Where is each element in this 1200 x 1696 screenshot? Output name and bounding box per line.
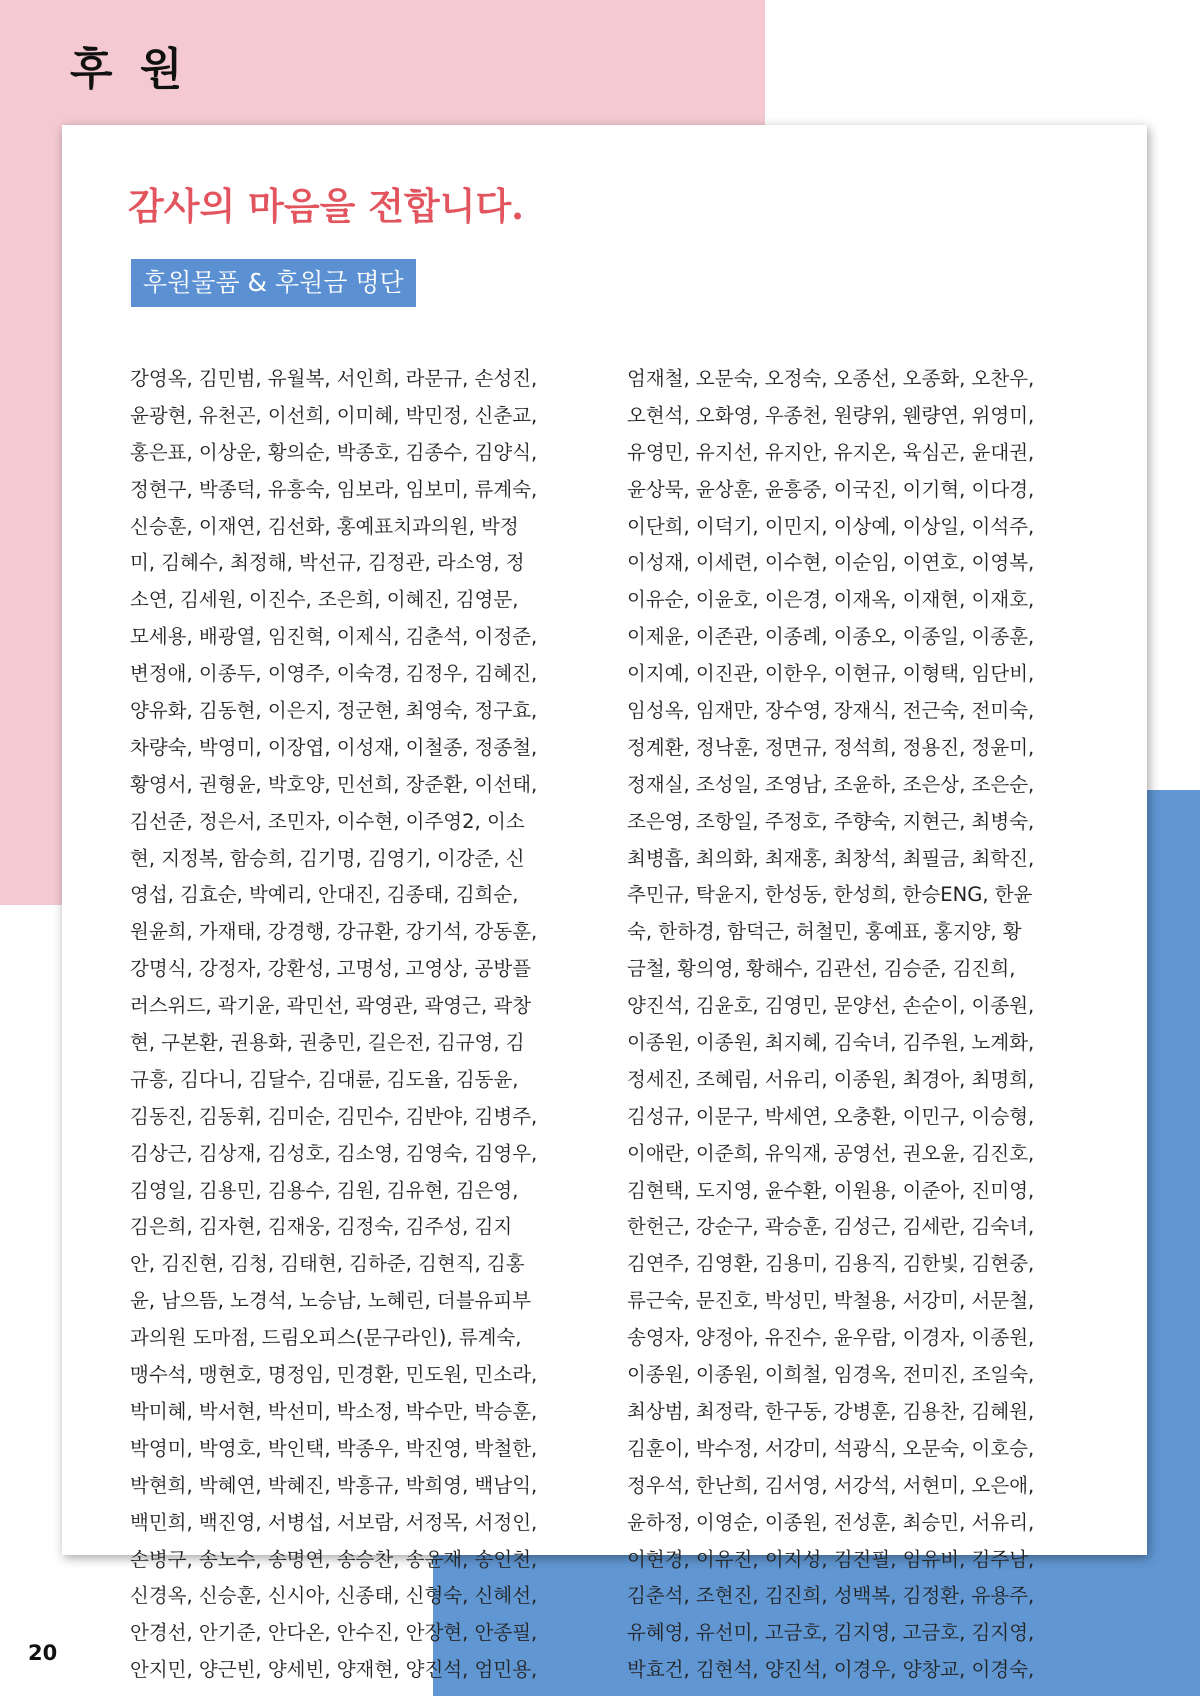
donor-line: 엄재철, 오문숙, 오정숙, 오종선, 오종화, 오찬우, xyxy=(627,367,1035,390)
donor-line: 정계환, 정낙훈, 정면규, 정석희, 정용진, 정윤미, xyxy=(627,735,1035,759)
donor-line: 변정애, 이종두, 이영주, 이숙경, 김정우, 김혜진, xyxy=(130,662,538,686)
donor-line: 과의원 도마점, 드림오피스(문구라인), 류계숙, xyxy=(130,1326,522,1350)
donor-line: 최상범, 최정락, 한구동, 강병훈, 김용찬, 김혜원, xyxy=(627,1399,1035,1423)
donor-line: 홍은표, 이상운, 황의순, 박종호, 김종수, 김양식, xyxy=(130,440,538,464)
donor-line: 안, 김진현, 김청, 김태현, 김하준, 김현직, 김홍 xyxy=(130,1252,525,1276)
donor-line: 김선준, 정은서, 조민자, 이수현, 이주영2, 이소 xyxy=(130,809,525,833)
donor-line: 조은영, 조항일, 주정호, 주향숙, 지현근, 최병숙, xyxy=(627,809,1035,833)
donor-line: 송영자, 양정아, 유진수, 윤우람, 이경자, 이종원, xyxy=(627,1326,1035,1350)
donor-line: 김춘석, 조현진, 김진희, 성백복, 김정환, 유용주, xyxy=(627,1584,1035,1608)
donor-line: 정현구, 박종덕, 유흥숙, 임보라, 임보미, 류계숙, xyxy=(130,477,538,501)
donor-line: 모세용, 배광열, 임진혁, 이제식, 김춘석, 이정준, xyxy=(130,625,538,649)
donor-line: 임성옥, 임재만, 장수영, 장재식, 전근숙, 전미숙, xyxy=(627,699,1035,723)
donor-line: 안경선, 안기준, 안다온, 안수진, 안장현, 안종필, xyxy=(130,1621,538,1645)
donor-line: 윤, 남으뜸, 노경석, 노승남, 노혜린, 더블유피부 xyxy=(130,1289,532,1313)
donor-line: 오현석, 오화영, 우종천, 원량위, 웬량연, 위영미, xyxy=(627,403,1035,427)
donor-line: 숙, 한하경, 함덕근, 허철민, 홍예표, 홍지양, 황 xyxy=(627,920,1022,944)
donor-line: 한헌근, 강순구, 곽승훈, 김성근, 김세란, 김숙녀, xyxy=(627,1215,1035,1239)
donor-line: 이현경, 이유진, 이지성, 김진필, 임유비, 김주남, xyxy=(627,1547,1035,1571)
donor-line: 정재실, 조성일, 조영남, 조윤하, 조은상, 조은순, xyxy=(627,772,1035,796)
donor-line: 이애란, 이준희, 유익재, 공영선, 권오윤, 김진호, xyxy=(627,1141,1035,1165)
donor-line: 김연주, 김영환, 김용미, 김용직, 김한빛, 김현중, xyxy=(627,1252,1035,1276)
donor-line: 류근숙, 문진호, 박성민, 박철용, 서강미, 서문철, xyxy=(627,1289,1035,1313)
donor-line: 강영옥, 김민범, 유월복, 서인희, 라문규, 손성진, xyxy=(130,367,538,390)
donor-line: 양유화, 김동현, 이은지, 정군현, 최영숙, 정구효, xyxy=(130,699,538,723)
donor-line: 맹수석, 맹현호, 명정임, 민경환, 민도원, 민소라, xyxy=(130,1363,538,1387)
thanks-heading: 감사의 마음을 전합니다. xyxy=(128,184,525,228)
donor-line: 김훈이, 박수정, 서강미, 석광식, 오문숙, 이호승, xyxy=(627,1436,1035,1460)
donor-line: 김현택, 도지영, 윤수환, 이원용, 이준아, 진미영, xyxy=(627,1178,1035,1202)
donor-line: 강명식, 강정자, 강환성, 고명성, 고영상, 공방플 xyxy=(130,957,532,981)
donor-line: 박현희, 박혜연, 박혜진, 박흥규, 박희영, 백남익, xyxy=(130,1473,538,1497)
donor-line: 김성규, 이문구, 박세연, 오충환, 이민구, 이승형, xyxy=(627,1104,1035,1128)
content-card xyxy=(62,125,1147,1682)
donor-line: 이단희, 이덕기, 이민지, 이상예, 이상일, 이석주, xyxy=(627,514,1035,538)
donor-line: 규흥, 김다니, 김달수, 김대륜, 김도율, 김동윤, xyxy=(130,1067,519,1091)
donor-line: 박효건, 김현석, 양진석, 이경우, 양창교, 이경숙, xyxy=(627,1658,1035,1682)
donor-line: 윤광현, 유천곤, 이선희, 이미혜, 박민정, 신춘교, xyxy=(130,403,538,427)
donor-list-left-column xyxy=(130,361,537,1689)
page-number: 20 xyxy=(28,1641,58,1665)
donor-line: 김영일, 김용민, 김용수, 김원, 김유현, 김은영, xyxy=(130,1178,519,1202)
donor-line: 영섭, 김효순, 박예리, 안대진, 김종태, 김희순, xyxy=(130,883,519,907)
donor-line: 유혜영, 유선미, 고금호, 김지영, 고금호, 김지영, xyxy=(627,1621,1035,1645)
donor-line: 소연, 김세원, 이진수, 조은희, 이혜진, 김영문, xyxy=(130,588,519,612)
donor-line: 안지민, 양근빈, 양세빈, 양재현, 양진석, 엄민용, xyxy=(130,1658,538,1682)
donor-line: 황영서, 권형윤, 박호양, 민선희, 장준환, 이선태, xyxy=(130,772,538,796)
donor-line: 원윤희, 가재태, 강경행, 강규환, 강기석, 강동훈, xyxy=(130,920,538,944)
donor-line: 유영민, 유지선, 유지안, 유지온, 육심곤, 윤대권, xyxy=(627,440,1035,464)
donor-line: 최병흡, 최의화, 최재홍, 최창석, 최필금, 최학진, xyxy=(627,846,1035,870)
donor-line: 이종원, 이종원, 이희철, 임경옥, 전미진, 조일숙, xyxy=(627,1363,1035,1387)
donor-line: 박영미, 박영호, 박인택, 박종우, 박진영, 박철한, xyxy=(130,1436,538,1460)
donor-line: 이종원, 이종원, 최지혜, 김숙녀, 김주원, 노계화, xyxy=(627,1031,1035,1055)
donor-line: 신승훈, 이재연, 김선화, 홍예표치과의원, 박정 xyxy=(130,514,519,538)
donor-line: 윤하정, 이영순, 이종원, 전성훈, 최승민, 서유리, xyxy=(627,1510,1035,1534)
donor-line: 양진석, 김윤호, 김영민, 문양선, 손순이, 이종원, xyxy=(627,994,1035,1018)
donor-line: 현, 구본환, 권용화, 권충민, 길은전, 김규영, 김 xyxy=(130,1031,525,1055)
donor-line: 금철, 황의영, 황해수, 김관선, 김승준, 김진희, xyxy=(627,957,1016,981)
donor-line: 현, 지정복, 함승희, 김기명, 김영기, 이강준, 신 xyxy=(130,846,525,870)
donor-line: 차량숙, 박영미, 이장엽, 이성재, 이철종, 정종철, xyxy=(130,735,538,759)
donor-line: 정우석, 한난희, 김서영, 서강석, 서현미, 오은애, xyxy=(627,1473,1035,1497)
donor-line: 김동진, 김동휘, 김미순, 김민수, 김반야, 김병주, xyxy=(130,1104,538,1128)
donor-line: 정세진, 조혜림, 서유리, 이종원, 최경아, 최명희, xyxy=(627,1067,1035,1091)
donor-line: 러스위드, 곽기윤, 곽민선, 곽영관, 곽영근, 곽창 xyxy=(130,994,532,1018)
donor-line: 백민희, 백진영, 서병섭, 서보람, 서정목, 서정인, xyxy=(130,1510,538,1534)
donor-line: 손병구, 송노수, 송명연, 송승찬, 송윤재, 송인천, xyxy=(130,1547,538,1571)
donor-list-right-column xyxy=(627,361,1034,1689)
donor-list-badge: 후원물품 & 후원금 명단 xyxy=(131,259,416,307)
donor-line: 신경옥, 신승훈, 신시아, 신종태, 신형숙, 신혜선, xyxy=(130,1584,538,1608)
section-title: 후 원 xyxy=(70,44,189,95)
donor-line: 이성재, 이세련, 이수현, 이순임, 이연호, 이영복, xyxy=(627,551,1035,575)
donor-line: 이유순, 이윤호, 이은경, 이재옥, 이재현, 이재호, xyxy=(627,588,1035,612)
donor-line: 윤상묵, 윤상훈, 윤흥중, 이국진, 이기혁, 이다경, xyxy=(627,477,1035,501)
donor-line: 미, 김혜수, 최정해, 박선규, 김정관, 라소영, 정 xyxy=(130,551,525,575)
donor-line: 이제윤, 이존관, 이종례, 이종오, 이종일, 이종훈, xyxy=(627,625,1035,649)
donor-line: 김은희, 김자현, 김재웅, 김정숙, 김주성, 김지 xyxy=(130,1215,513,1239)
donor-line: 이지예, 이진관, 이한우, 이현규, 이형택, 임단비, xyxy=(627,662,1035,686)
donor-line: 박미혜, 박서현, 박선미, 박소정, 박수만, 박승훈, xyxy=(130,1399,538,1423)
donor-line: 김상근, 김상재, 김성호, 김소영, 김영숙, 김영우, xyxy=(130,1141,538,1165)
donor-line: 추민규, 탁윤지, 한성동, 한성희, 한승ENG, 한윤 xyxy=(627,883,1033,907)
